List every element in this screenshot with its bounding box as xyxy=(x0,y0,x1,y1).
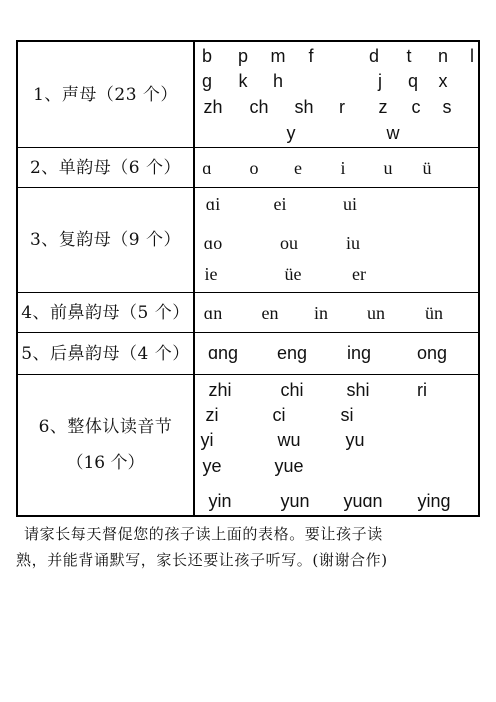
parent-note-line-2: 熟，并能背诵默写，家长还要让孩子听写。(谢谢合作) xyxy=(16,551,388,569)
pinyin-item: shi xyxy=(346,380,370,400)
pinyin-item: chi xyxy=(280,380,304,400)
pinyin-item: ɑn xyxy=(203,303,223,323)
row-label-line: 4、前鼻韵母（5 个） xyxy=(21,302,190,323)
parent-note xyxy=(16,521,480,573)
pinyin-item: ui xyxy=(342,194,358,214)
content-line xyxy=(195,156,478,180)
pinyin-item: i xyxy=(340,158,346,178)
pinyin-item: üe xyxy=(284,264,302,284)
row-label-line: （16 个） xyxy=(66,453,145,473)
content-line xyxy=(195,403,478,427)
pinyin-item: ri xyxy=(417,380,427,400)
row-content xyxy=(195,148,478,187)
content-line xyxy=(195,69,478,93)
pinyin-table xyxy=(16,40,480,517)
row-content xyxy=(195,293,478,332)
pinyin-item: y xyxy=(286,123,296,143)
row-content xyxy=(195,375,478,515)
pinyin-item: r xyxy=(339,97,345,117)
content-line xyxy=(195,44,478,68)
row-content xyxy=(195,188,478,292)
pinyin-item: u xyxy=(383,158,393,178)
content-line xyxy=(195,454,478,478)
pinyin-item: ou xyxy=(280,233,298,253)
row-label-line: 3、复韵母（9 个） xyxy=(29,230,182,250)
pinyin-item: s xyxy=(442,97,452,117)
pinyin-item: z xyxy=(378,97,388,117)
row-content xyxy=(195,333,478,374)
pinyin-item: ying xyxy=(417,491,451,511)
pinyin-item: wu xyxy=(277,430,301,450)
pinyin-item: w xyxy=(386,123,400,143)
content-line xyxy=(195,489,478,513)
pinyin-item: n xyxy=(437,46,449,66)
pinyin-item: ɑi xyxy=(205,194,221,214)
pinyin-item: er xyxy=(352,264,366,284)
pinyin-item: k xyxy=(238,71,248,91)
row-compound-finals xyxy=(18,188,478,293)
content-line xyxy=(195,231,478,255)
pinyin-item: ie xyxy=(204,264,218,284)
pinyin-item: si xyxy=(340,405,354,425)
pinyin-item: j xyxy=(378,71,382,91)
content-line xyxy=(195,428,478,452)
row-initials xyxy=(18,42,478,148)
pinyin-item: ci xyxy=(272,405,286,425)
pinyin-item: yin xyxy=(208,491,232,511)
pinyin-item: ün xyxy=(425,303,443,323)
pinyin-item: b xyxy=(201,46,213,66)
pinyin-item: eng xyxy=(276,343,308,363)
pinyin-item: ɑo xyxy=(203,233,223,253)
row-label xyxy=(18,42,195,147)
pinyin-item: p xyxy=(237,46,249,66)
row-label xyxy=(18,333,195,374)
row-front-nasal-finals xyxy=(18,293,478,333)
row-simple-finals xyxy=(18,148,478,188)
pinyin-item: d xyxy=(368,46,380,66)
pinyin-item: ü xyxy=(422,158,432,178)
pinyin-item: f xyxy=(308,46,314,66)
pinyin-item: t xyxy=(406,46,412,66)
pinyin-item: ing xyxy=(346,343,372,363)
content-line xyxy=(195,95,478,119)
pinyin-item: c xyxy=(411,97,421,117)
pinyin-item: e xyxy=(294,158,302,178)
row-back-nasal-finals xyxy=(18,333,478,375)
pinyin-item: yu xyxy=(345,430,365,450)
row-label-line: 6、整体认读音节 xyxy=(38,417,173,437)
row-label xyxy=(18,148,195,187)
row-label-line: 1、声母（23 个） xyxy=(33,84,178,105)
pinyin-item: ye xyxy=(202,456,222,476)
row-content xyxy=(195,42,478,147)
pinyin-item: m xyxy=(270,46,286,66)
pinyin-item: iu xyxy=(345,233,361,253)
pinyin-item: ong xyxy=(416,343,448,363)
pinyin-item: zi xyxy=(205,405,219,425)
pinyin-item: zhi xyxy=(208,380,232,400)
pinyin-item: ɑng xyxy=(207,343,239,363)
pinyin-item: q xyxy=(407,71,419,91)
pinyin-item: ɑ xyxy=(202,158,212,178)
content-line xyxy=(195,341,478,365)
parent-note-line-1: 请家长每天督促您的孩子读上面的表格。要让孩子读 xyxy=(24,525,383,543)
content-line xyxy=(195,378,478,402)
pinyin-item: yuɑn xyxy=(343,491,383,511)
pinyin-item: sh xyxy=(294,97,314,117)
row-whole-syllables xyxy=(18,375,478,515)
pinyin-item: g xyxy=(201,71,213,91)
pinyin-item: o xyxy=(249,158,259,178)
pinyin-item: yun xyxy=(280,491,310,511)
row-label-line: 5、后鼻韵母（4 个） xyxy=(21,343,190,364)
pinyin-item: yue xyxy=(274,456,304,476)
pinyin-item: en xyxy=(261,303,279,323)
row-label-line: 2、单韵母（6 个） xyxy=(29,157,182,178)
pinyin-item: ch xyxy=(249,97,269,117)
pinyin-item: ei xyxy=(273,194,287,214)
pinyin-item: un xyxy=(367,303,385,323)
content-line xyxy=(195,301,478,325)
pinyin-item: yi xyxy=(200,430,214,450)
row-label xyxy=(18,188,195,292)
pinyin-item: x xyxy=(438,71,448,91)
content-line xyxy=(195,192,478,216)
row-label xyxy=(18,293,195,332)
pinyin-item: zh xyxy=(203,97,223,117)
row-label xyxy=(18,375,195,515)
pinyin-item: in xyxy=(313,303,329,323)
pinyin-item: h xyxy=(272,71,284,91)
pinyin-item: l xyxy=(470,46,474,66)
content-line xyxy=(195,262,478,286)
content-line xyxy=(195,121,478,145)
